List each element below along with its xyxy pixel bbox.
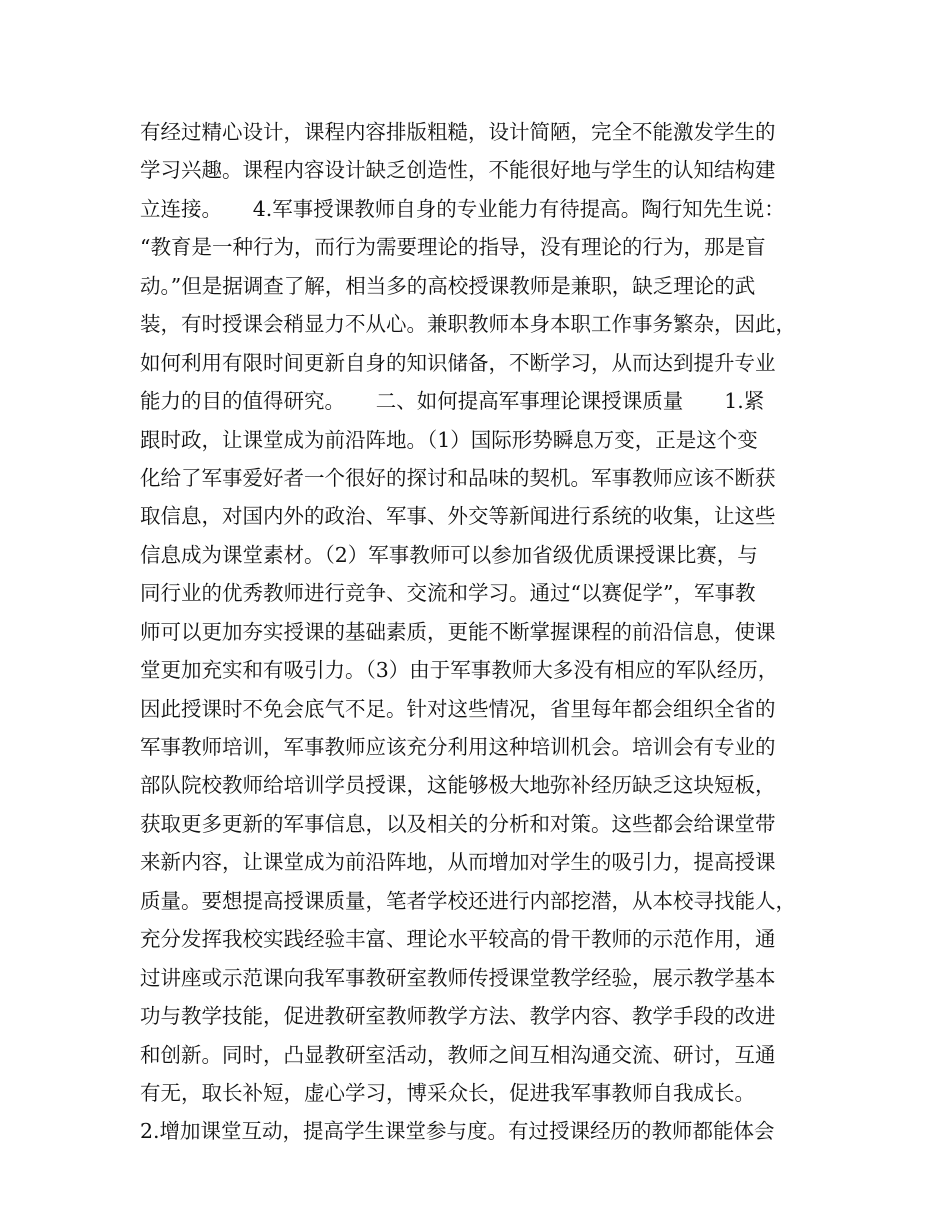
text-line: 来新内容，让课堂成为前沿阵地，从而增加对学生的吸引力，提高授课 (140, 850, 776, 875)
text-line: 师可以更加夯实授课的基础素质，更能不断掌握课程的前沿信息，使课 (140, 619, 776, 644)
text-line: 化给了军事爱好者一个很好的探讨和品味的契机。军事教师应该不断获 (140, 465, 776, 490)
text-line: 充分发挥我校实践经验丰富、理论水平较高的骨干教师的示范作用，通 (140, 927, 776, 952)
text-line: 军事教师培训，军事教师应该充分利用这种培训机会。培训会有专业的 (140, 735, 776, 759)
text-line: 取信息，对国内外的政治、军事、外交等新闻进行系统的收集，让这些 (140, 504, 776, 529)
text-line: 质量。要想提高授课质量，笔者学校还进行内部挖潜，从本校寻找能人， (140, 888, 796, 913)
text-line: 部队院校教师给培训学员授课，这能够极大地弥补经历缺乏这块短板， (140, 773, 776, 798)
body-text (140, 113, 820, 1151)
text-line: 和创新。同时，凸显教研室活动，教师之间互相沟通交流、研讨，互通 (140, 1042, 776, 1067)
text-line: 立连接。 4.军事授课教师自身的专业能力有待提高。陶行知先生说： (140, 196, 785, 221)
text-line: 动。”但是据调查了解，相当多的高校授课教师是兼职，缺乏理论的武 (140, 273, 756, 298)
text-line: 装，有时授课会稍显力不从心。兼职教师本身本职工作事务繁杂，因此， (140, 312, 796, 337)
text-line: 同行业的优秀教师进行竞争、交流和学习。通过“以赛促学”，军事教 (140, 581, 756, 606)
text-line: 能力的目的值得研究。 二、如何提高军事理论课授课质量 1.紧 (140, 389, 765, 414)
text-line: 如何利用有限时间更新自身的知识储备，不断学习，从而达到提升专业 (140, 350, 776, 375)
text-line: 过讲座或示范课向我军事教研室教师传授课堂教学经验，展示教学基本 (140, 965, 776, 990)
text-line: 2.增加课堂互动，提高学生课堂参与度。有过授课经历的教师都能体会 (140, 1119, 775, 1144)
text-line: 堂更加充实和有吸引力。（3）由于军事教师大多没有相应的军队经历， (140, 658, 779, 683)
text-line: 跟时政，让课堂成为前沿阵地。（1）国际形势瞬息万变，正是这个变 (140, 427, 758, 452)
text-line: 有经过精心设计，课程内容排版粗糙，设计简陋，完全不能激发学生的 (140, 120, 776, 144)
text-line: 学习兴趣。课程内容设计缺乏创造性，不能很好地与学生的认知结构建 (140, 158, 776, 183)
text-line: 功与教学技能，促进教研室教师教学方法、教学内容、教学手段的改进 (140, 1004, 776, 1029)
text-line: “教育是一种行为，而行为需要理论的指导，没有理论的行为，那是盲 (140, 235, 766, 260)
text-line: 获取更多更新的军事信息，以及相关的分析和对策。这些都会给课堂带 (140, 811, 776, 836)
text-line: 因此授课时不免会底气不足。针对这些情况，省里每年都会组织全省的 (140, 696, 776, 721)
text-line: 有无，取长补短，虚心学习，博采众长，促进我军事教师自我成长。 (140, 1080, 755, 1105)
text-line: 信息成为课堂素材。（2）军事教师可以参加省级优质课授课比赛，与 (140, 542, 758, 567)
